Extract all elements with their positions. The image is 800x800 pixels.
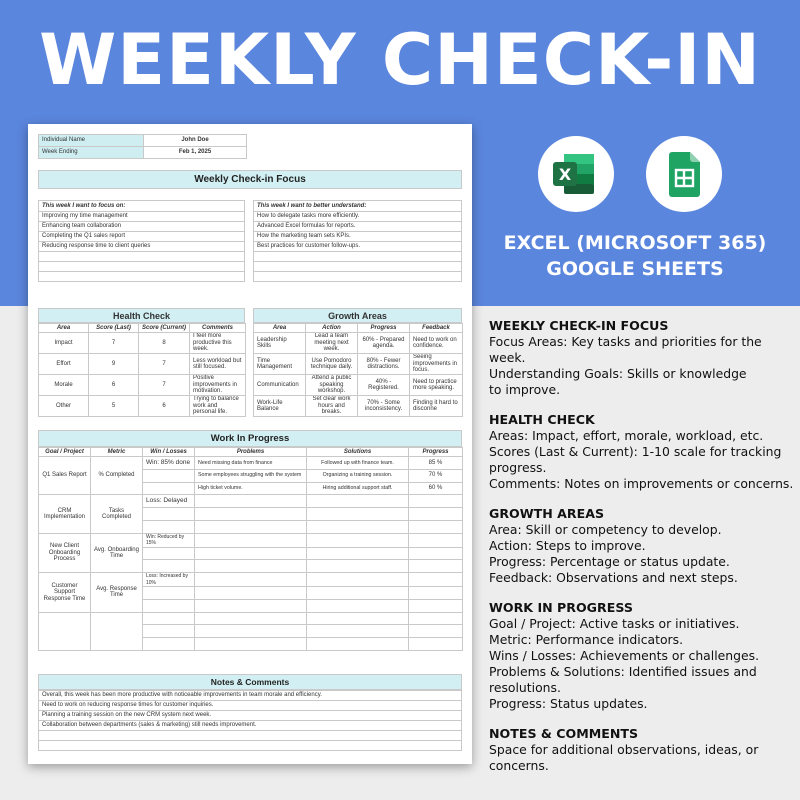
- description-line: Comments: Notes on improvements or concerns.: [489, 476, 794, 491]
- info-label: Week Ending: [39, 147, 144, 159]
- note-line: [39, 731, 462, 741]
- description-line: Focus Areas: Key tasks and priorities for the week.: [489, 334, 762, 365]
- wip-progress: [409, 533, 463, 547]
- wip-problem: [195, 547, 307, 560]
- note-line: Overall, this week has been more productive with noticeable improvements in team morale and efficiency.: [39, 691, 462, 701]
- growth-action: Use Pomodoro technique daily.: [306, 354, 358, 375]
- health-area: Other: [39, 396, 89, 417]
- wip-problem: [195, 638, 307, 651]
- wip-problem: [195, 495, 307, 508]
- wip-problem: [195, 573, 307, 587]
- wip-col-header: Goal / Project: [39, 448, 91, 457]
- growth-col-header: Progress: [358, 324, 410, 333]
- health-comment: Less workload but still focused.: [190, 354, 246, 375]
- description-section: [489, 600, 794, 712]
- focus-right-item: [254, 272, 462, 282]
- wip-win-loss: [143, 599, 195, 612]
- svg-text:X: X: [558, 165, 572, 184]
- growth-progress: 80% - Fewer distractions.: [358, 354, 410, 375]
- focus-left-header: This week I want to focus on:: [39, 201, 245, 212]
- feature-description: [489, 318, 794, 788]
- wip-win-loss: [143, 482, 195, 495]
- info-value: John Doe: [144, 135, 247, 147]
- page-title: WEEKLY CHECK-IN: [39, 19, 761, 101]
- description-heading: GROWTH AREAS: [489, 506, 605, 521]
- wip-goal: CRM Implementation: [39, 495, 91, 533]
- wip-problem: [195, 520, 307, 533]
- growth-action: Lead a team meeting next week.: [306, 333, 358, 354]
- health-area: Impact: [39, 333, 89, 354]
- wip-solution: [307, 612, 409, 625]
- health-check-title: Health Check: [38, 308, 245, 323]
- wip-solution: [307, 533, 409, 547]
- wip-title: Work In Progress: [38, 430, 462, 447]
- wip-problem: [195, 625, 307, 638]
- wip-progress: [409, 599, 463, 612]
- health-comment: I feel more productive this week.: [190, 333, 246, 354]
- info-table: [38, 134, 246, 159]
- note-line: Collaboration between departments (sales & marketing) still needs improvement.: [39, 721, 462, 731]
- growth-action: Set clear work hours and breaks.: [306, 396, 358, 417]
- notes-table: [38, 674, 462, 751]
- description-heading: NOTES & COMMENTS: [489, 726, 639, 741]
- wip-solution: Hiring additional support staff.: [307, 482, 409, 495]
- wip-win-loss: [143, 508, 195, 521]
- wip-col-header: Metric: [91, 448, 143, 457]
- wip-win-loss: Loss: Delayed: [143, 495, 195, 508]
- table-row: [39, 533, 463, 547]
- health-col-header: Score (Last): [89, 324, 139, 333]
- health-col-header: Score (Current): [139, 324, 190, 333]
- description-section: [489, 318, 794, 398]
- excel-icon: [538, 136, 614, 212]
- description-line: Areas: Impact, effort, morale, workload, etc.: [489, 428, 764, 443]
- wip-metric: Avg. Response Time: [91, 573, 143, 612]
- wip-progress: [409, 638, 463, 651]
- wip-problem: [195, 508, 307, 521]
- apps-line-sheets: GOOGLE SHEETS: [546, 258, 724, 280]
- wip-win-loss: [143, 547, 195, 560]
- description-line: Space for additional observations, ideas, or concerns.: [489, 742, 759, 773]
- description-section: [489, 412, 794, 492]
- table-row: [39, 612, 463, 625]
- focus-right-header: This week I want to better understand:: [254, 201, 462, 212]
- wip-solution: [307, 599, 409, 612]
- wip-metric: Avg. Onboarding Time: [91, 533, 143, 572]
- growth-progress: 60% - Prepared agenda.: [358, 333, 410, 354]
- wip-col-header: Progress: [409, 448, 463, 457]
- health-score-last: 9: [89, 354, 139, 375]
- description-line: Action: Steps to improve.: [489, 538, 646, 553]
- health-score-last: 6: [89, 375, 139, 396]
- growth-areas-table: [253, 308, 462, 417]
- wip-goal: Q1 Sales Report: [39, 457, 91, 495]
- wip-progress: 85 %: [409, 457, 463, 470]
- note-line: Need to work on reducing response times for customer inquiries.: [39, 701, 462, 711]
- wip-solution: [307, 638, 409, 651]
- growth-col-header: Action: [306, 324, 358, 333]
- wip-solution: [307, 547, 409, 560]
- wip-problem: [195, 599, 307, 612]
- info-value: Feb 1, 2025: [144, 147, 247, 159]
- wip-problem: Need missing data from finance: [195, 457, 307, 470]
- wip-win-loss: [143, 612, 195, 625]
- wip-progress: [409, 573, 463, 587]
- description-line: Understanding Goals: Skills or knowledge: [489, 366, 747, 381]
- wip-metric: Tasks Completed: [91, 495, 143, 533]
- focus-right-item: How the marketing team sets KPIs.: [254, 232, 462, 242]
- focus-left-item: Completing the Q1 sales report: [39, 232, 245, 242]
- description-line: resolutions.: [489, 680, 561, 695]
- wip-solution: [307, 520, 409, 533]
- wip-progress: [409, 587, 463, 600]
- wip-win-loss: [143, 587, 195, 600]
- growth-areas-title: Growth Areas: [253, 308, 462, 323]
- wip-solution: [307, 495, 409, 508]
- wip-win-loss: Win: Reduced by 15%: [143, 533, 195, 547]
- info-label: Individual Name: [39, 135, 144, 147]
- wip-metric: [91, 612, 143, 650]
- health-score-current: 8: [139, 333, 190, 354]
- description-line: Progress: Percentage or status update.: [489, 554, 730, 569]
- wip-solution: [307, 587, 409, 600]
- focus-left-item: Improving my time management: [39, 212, 245, 222]
- description-line: Metric: Performance indicators.: [489, 632, 684, 647]
- growth-feedback: Need to practice more speaking.: [410, 375, 463, 396]
- wip-col-header: Win / Losses: [143, 448, 195, 457]
- focus-left-item: Reducing response time to client queries: [39, 242, 245, 252]
- wip-col-header: Solutions: [307, 448, 409, 457]
- growth-area: Work-Life Balance: [254, 396, 306, 417]
- growth-action: Attend a public speaking workshop.: [306, 375, 358, 396]
- wip-problem: [195, 587, 307, 600]
- spreadsheet-preview: [28, 124, 472, 764]
- description-section: [489, 506, 794, 586]
- wip-progress: [409, 520, 463, 533]
- focus-left-item: Enhancing team collaboration: [39, 222, 245, 232]
- growth-col-header: Feedback: [410, 324, 463, 333]
- focus-left-item: [39, 262, 245, 272]
- description-heading: WEEKLY CHECK-IN FOCUS: [489, 318, 669, 333]
- health-score-last: 7: [89, 333, 139, 354]
- focus-left-table: [38, 200, 245, 282]
- description-section: [489, 726, 794, 774]
- wip-solution: Followed up with finance team.: [307, 457, 409, 470]
- description-line: Wins / Losses: Achievements or challenges.: [489, 648, 760, 663]
- wip-progress: [409, 547, 463, 560]
- wip-problem: High ticket volume.: [195, 482, 307, 495]
- focus-right-table: [253, 200, 462, 282]
- description-line: Progress: Status updates.: [489, 696, 648, 711]
- health-check-table: [38, 308, 245, 417]
- description-line: Scores (Last & Current): 1-10 scale for tracking: [489, 444, 782, 459]
- wip-win-loss: [143, 638, 195, 651]
- note-line: Planning a training session on the new CRM system next week.: [39, 711, 462, 721]
- wip-win-loss: [143, 469, 195, 482]
- focus-right-item: [254, 262, 462, 272]
- focus-left-item: [39, 252, 245, 262]
- focus-right-item: Advanced Excel formulas for reports.: [254, 222, 462, 232]
- focus-right-item: How to delegate tasks more efficiently.: [254, 212, 462, 222]
- wip-solution: [307, 625, 409, 638]
- description-line: Area: Skill or competency to develop.: [489, 522, 722, 537]
- description-line: to improve.: [489, 382, 561, 397]
- growth-feedback: Need to work on confidence.: [410, 333, 463, 354]
- health-comment: Trying to balance work and personal life.: [190, 396, 246, 417]
- growth-progress: 40% - Registered.: [358, 375, 410, 396]
- notes-title: Notes & Comments: [38, 674, 462, 690]
- wip-progress: 70 %: [409, 469, 463, 482]
- focus-section-title: Weekly Check-in Focus: [38, 170, 462, 189]
- wip-win-loss: [143, 560, 195, 573]
- growth-area: Leadership Skills: [254, 333, 306, 354]
- growth-area: Communication: [254, 375, 306, 396]
- health-col-header: Comments: [190, 324, 246, 333]
- wip-metric: % Completed: [91, 457, 143, 495]
- growth-feedback: Seeing improvements in focus.: [410, 354, 463, 375]
- focus-right-item: Best practices for customer follow-ups.: [254, 242, 462, 252]
- wip-progress: [409, 508, 463, 521]
- health-score-last: 5: [89, 396, 139, 417]
- table-row: [39, 457, 463, 470]
- growth-area: Time Management: [254, 354, 306, 375]
- description-heading: WORK IN PROGRESS: [489, 600, 633, 615]
- description-line: Problems & Solutions: Identified issues and: [489, 664, 757, 679]
- wip-problem: [195, 612, 307, 625]
- table-row: [39, 495, 463, 508]
- wip-progress: [409, 612, 463, 625]
- table-row: [39, 573, 463, 587]
- wip-progress: [409, 625, 463, 638]
- health-score-current: 6: [139, 396, 190, 417]
- wip-win-loss: Loss: Increased by 10%: [143, 573, 195, 587]
- wip-solution: Organizing a training session.: [307, 469, 409, 482]
- focus-right-item: [254, 252, 462, 262]
- description-line: Goal / Project: Active tasks or initiatives.: [489, 616, 740, 631]
- description-line: progress.: [489, 460, 547, 475]
- health-comment: Positive improvements in motivation.: [190, 375, 246, 396]
- health-col-header: Area: [39, 324, 89, 333]
- wip-progress: [409, 560, 463, 573]
- note-line: [39, 741, 462, 751]
- apps-line-excel: EXCEL (MICROSOFT 365): [503, 232, 767, 254]
- wip-progress: 60 %: [409, 482, 463, 495]
- wip-solution: [307, 508, 409, 521]
- wip-goal: [39, 612, 91, 650]
- google-sheets-icon: [646, 136, 722, 212]
- wip-col-header: Problems: [195, 448, 307, 457]
- focus-left-item: [39, 272, 245, 282]
- health-area: Effort: [39, 354, 89, 375]
- work-in-progress-table: [38, 430, 462, 651]
- wip-win-loss: [143, 520, 195, 533]
- wip-win-loss: [143, 625, 195, 638]
- wip-goal: New Client Onboarding Process: [39, 533, 91, 572]
- wip-solution: [307, 560, 409, 573]
- growth-col-header: Area: [254, 324, 306, 333]
- health-score-current: 7: [139, 375, 190, 396]
- wip-solution: [307, 573, 409, 587]
- wip-win-loss: Win: 85% done: [143, 457, 195, 470]
- description-heading: HEALTH CHECK: [489, 412, 595, 427]
- wip-problem: [195, 560, 307, 573]
- growth-feedback: Finding it hard to disconne: [410, 396, 463, 417]
- wip-problem: Some employees struggling with the system: [195, 469, 307, 482]
- health-score-current: 7: [139, 354, 190, 375]
- wip-problem: [195, 533, 307, 547]
- description-line: Feedback: Observations and next steps.: [489, 570, 738, 585]
- wip-progress: [409, 495, 463, 508]
- growth-progress: 70% - Some inconsistency.: [358, 396, 410, 417]
- health-area: Morale: [39, 375, 89, 396]
- wip-goal: Customer Support Response Time: [39, 573, 91, 612]
